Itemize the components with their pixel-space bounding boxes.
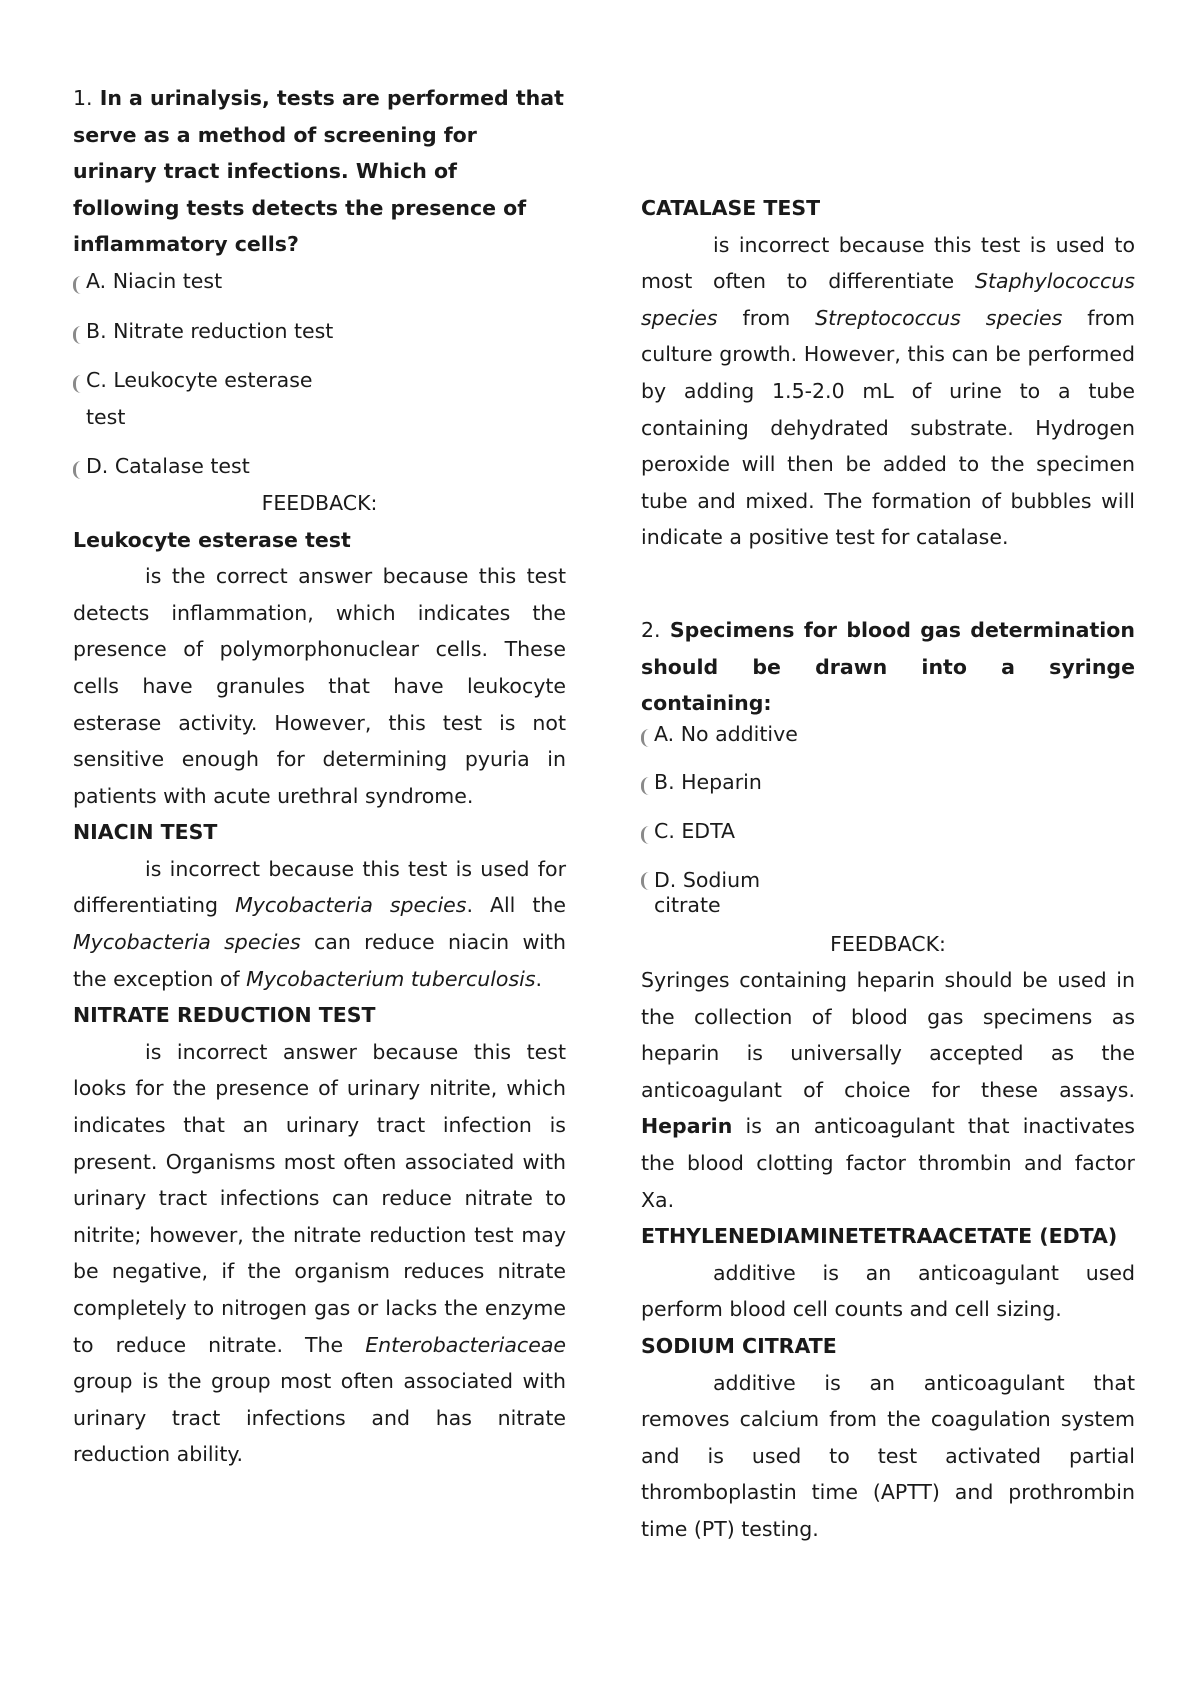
edta-title: ETHYLENEDIAMINETETRAACETATE (EDTA) [641,1224,1118,1249]
radio-icon[interactable] [641,826,650,844]
nitrate-text-2: group is the group most often associated with urinary tract infections and has nitrate reduction ability. [73,1369,566,1467]
q2-option-b[interactable] [641,764,1135,801]
option-label: C. EDTA [654,818,736,843]
niacin-italic-3: Mycobacterium tuberculosis [246,966,536,991]
radio-icon[interactable] [73,276,82,294]
catalase-text-1: is incorrect because this test is used to most often to differentiate [641,232,1135,294]
nitrate-italic-1: Enterobacteriaceae [365,1332,566,1357]
niacin-text-4: . [535,966,543,991]
niacin-title: NIACIN TEST [73,820,218,845]
heparin-text [641,962,1135,1218]
niacin-text-3: can reduce niacin with the exception of [73,930,566,991]
edta-text: additive is an anticoagulant used perform blood cell counts and cell sizing. [641,1260,1135,1322]
catalase-title: CATALASE TEST [641,196,821,220]
radio-icon[interactable] [73,375,82,393]
radio-icon[interactable] [641,777,650,795]
correct-answer-text: is the correct answer because this test detects inflammation, which indicates the presence of polymorphonuclear cells. These cells have granules that have leukocyte esterase activity. However, this test is not sensitive enough for determining pyuria in patients with acute urethral syndrome. [73,564,566,808]
option-label-continued: citrate [654,892,721,917]
nitrate-text [73,1034,566,1473]
option-label: A. Niacin test [86,268,223,293]
q2-options [641,716,1135,918]
option-label: A. No additive [654,721,798,746]
niacin-italic-2: Mycobacteria species [73,930,301,955]
option-label: B. Heparin [654,770,762,795]
citrate-title: SODIUM CITRATE [641,1334,837,1359]
question-2-number: 2. [641,617,661,642]
nitrate-text-1: is incorrect answer because this test looks for the presence of urinary nitrite, which indicates that an urinary tract infection is present. Organisms most often associated with urinary tract infections can reduce nitrate to nitrite; however, the nitrate reduction test may be negative, if the organism reduces nitrate completely to nitrogen gas or lacks the enzyme to reduce nitrate. The [73,1039,566,1357]
radio-icon[interactable] [73,326,82,344]
citrate-text: additive is an anticoagulant that removes calcium from the coagulation system and is used to test activated partial thromboplastin time (APTT) and prothrombin time (PT) testing. [641,1370,1135,1541]
catalase-italic-2: Streptococcus species [815,305,1063,330]
question-2 [641,612,1135,722]
question-1 [73,80,566,263]
q2-option-d[interactable] [641,862,1135,918]
question-1-number: 1. [73,86,93,110]
option-label-continued: test [86,404,126,429]
niacin-text-2: . All the [466,893,566,918]
option-label: D. Sodium [654,867,761,892]
radio-icon[interactable] [641,872,650,890]
q2-option-c[interactable] [641,813,1135,850]
q1-option-c[interactable] [73,362,566,435]
heparin-text-2: is an anticoagulant that inactivates the blood clotting factor thrombin and factor Xa. [641,1114,1135,1212]
option-label: D. Catalase test [86,454,250,479]
heparin-text-1: Syringes containing heparin should be used in the collection of blood gas specimens as heparin is universally accepted as the anticoagulant of choice for these assays. [641,968,1135,1102]
option-label: B. Nitrate reduction test [86,318,334,343]
catalase-italic-1: Staphylococcus species [641,269,1135,330]
niacin-text [73,851,566,997]
niacin-italic-1: Mycobacteria species [235,893,467,918]
q1-option-b[interactable] [73,313,566,350]
correct-answer-title: Leukocyte esterase test [73,527,351,552]
nitrate-title: NITRATE REDUCTION TEST [73,1003,376,1028]
q1-option-d[interactable] [73,448,566,485]
question-1-stem: In a urinalysis, tests are performed that serve as a method of screening for urinary tract infections. Which of following tests detects the presence of inflammatory cells? [73,86,564,257]
niacin-text-1: is incorrect because this test is used for differentiating [73,856,566,918]
q1-feedback-label: FEEDBACK: [261,490,378,515]
q1-option-a[interactable] [73,263,566,300]
catalase-text-3: from culture growth. However, this can be performed by adding 1.5-2.0 mL of urine to a tube containing dehydrated substrate. Hydrogen peroxide will then be added to the specimen tube and mixed. The formation of bubbles will indicate a positive test for catalase. [641,305,1135,550]
catalase-text [641,227,1135,556]
right-column [641,190,1135,1548]
catalase-text-2: from [742,305,791,330]
option-label: C. Leukocyte esterase [86,368,313,393]
question-2-stem: Specimens for blood gas determination should be drawn into a syringe containing: [641,617,1135,716]
radio-icon[interactable] [641,729,650,747]
q2-feedback-label: FEEDBACK: [830,931,946,956]
radio-icon[interactable] [73,461,82,479]
heparin-bold: Heparin [641,1114,733,1139]
left-column [73,80,566,1473]
q2-option-a[interactable] [641,716,1135,753]
